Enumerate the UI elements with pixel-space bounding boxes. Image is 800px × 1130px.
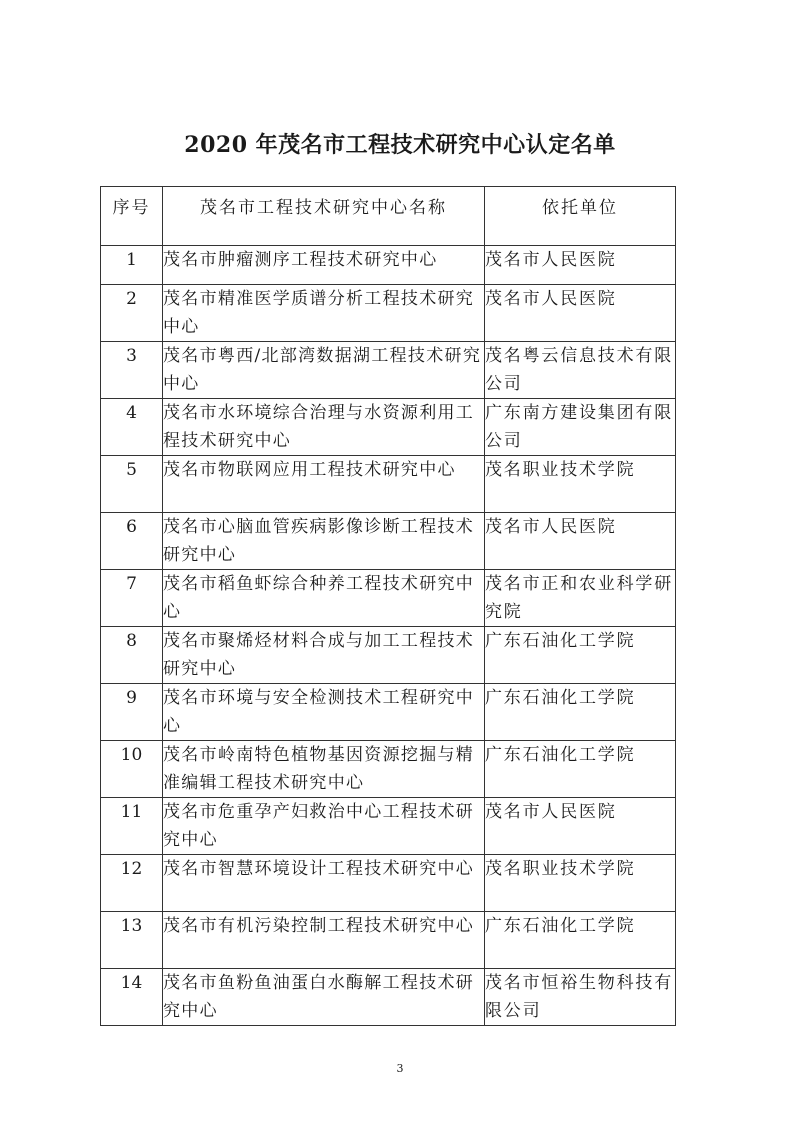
table-row <box>101 399 676 456</box>
header-serial: 序号 <box>101 187 163 246</box>
row-serial: 5 <box>101 456 163 513</box>
table-row <box>101 342 676 399</box>
table-row <box>101 741 676 798</box>
row-host-unit: 广东南方建设集团有限公司 <box>485 399 676 456</box>
table-header-row <box>101 187 676 246</box>
row-host-unit: 茂名职业技术学院 <box>485 855 676 912</box>
row-serial: 3 <box>101 342 163 399</box>
table-row <box>101 627 676 684</box>
row-serial: 2 <box>101 285 163 342</box>
table-row <box>101 456 676 513</box>
row-center-name: 茂名市肿瘤测序工程技术研究中心 <box>163 246 485 285</box>
row-center-name: 茂名市智慧环境设计工程技术研究中心 <box>163 855 485 912</box>
row-serial: 8 <box>101 627 163 684</box>
page-title: 2020 年茂名市工程技术研究中心认定名单 <box>184 132 616 158</box>
row-host-unit: 广东石油化工学院 <box>485 627 676 684</box>
table-row <box>101 855 676 912</box>
table-row <box>101 912 676 969</box>
row-center-name: 茂名市鱼粉鱼油蛋白水酶解工程技术研究中心 <box>163 969 485 1026</box>
row-center-name: 茂名市环境与安全检测技术工程研究中心 <box>163 684 485 741</box>
row-serial: 13 <box>101 912 163 969</box>
row-host-unit: 茂名粤云信息技术有限公司 <box>485 342 676 399</box>
row-serial: 9 <box>101 684 163 741</box>
table-row <box>101 969 676 1026</box>
row-center-name: 茂名市稻鱼虾综合种养工程技术研究中心 <box>163 570 485 627</box>
table-row <box>101 570 676 627</box>
row-serial: 6 <box>101 513 163 570</box>
table-row <box>101 246 676 285</box>
row-serial: 12 <box>101 855 163 912</box>
row-host-unit: 茂名市正和农业科学研究院 <box>485 570 676 627</box>
table-row <box>101 513 676 570</box>
row-host-unit: 茂名市恒裕生物科技有限公司 <box>485 969 676 1026</box>
table-row <box>101 798 676 855</box>
row-host-unit: 茂名市人民医院 <box>485 246 676 285</box>
header-center-name: 茂名市工程技术研究中心名称 <box>163 187 485 246</box>
table-row <box>101 285 676 342</box>
row-serial: 11 <box>101 798 163 855</box>
row-center-name: 茂名市岭南特色植物基因资源挖掘与精准编辑工程技术研究中心 <box>163 741 485 798</box>
row-center-name: 茂名市精准医学质谱分析工程技术研究中心 <box>163 285 485 342</box>
page-number: 3 <box>396 1062 404 1075</box>
row-center-name: 茂名市水环境综合治理与水资源利用工程技术研究中心 <box>163 399 485 456</box>
row-host-unit: 茂名市人民医院 <box>485 285 676 342</box>
row-host-unit: 茂名职业技术学院 <box>485 456 676 513</box>
row-serial: 1 <box>101 246 163 285</box>
row-center-name: 茂名市有机污染控制工程技术研究中心 <box>163 912 485 969</box>
row-serial: 7 <box>101 570 163 627</box>
row-serial: 10 <box>101 741 163 798</box>
table-row <box>101 684 676 741</box>
row-host-unit: 广东石油化工学院 <box>485 684 676 741</box>
row-center-name: 茂名市心脑血管疾病影像诊断工程技术研究中心 <box>163 513 485 570</box>
row-host-unit: 茂名市人民医院 <box>485 798 676 855</box>
row-center-name: 茂名市危重孕产妇救治中心工程技术研究中心 <box>163 798 485 855</box>
row-host-unit: 广东石油化工学院 <box>485 912 676 969</box>
center-list-table <box>100 186 676 1026</box>
row-host-unit: 茂名市人民医院 <box>485 513 676 570</box>
row-serial: 14 <box>101 969 163 1026</box>
row-serial: 4 <box>101 399 163 456</box>
row-center-name: 茂名市聚烯烃材料合成与加工工程技术研究中心 <box>163 627 485 684</box>
row-host-unit: 广东石油化工学院 <box>485 741 676 798</box>
header-host-unit: 依托单位 <box>485 187 676 246</box>
row-center-name: 茂名市物联网应用工程技术研究中心 <box>163 456 485 513</box>
row-center-name: 茂名市粤西/北部湾数据湖工程技术研究中心 <box>163 342 485 399</box>
